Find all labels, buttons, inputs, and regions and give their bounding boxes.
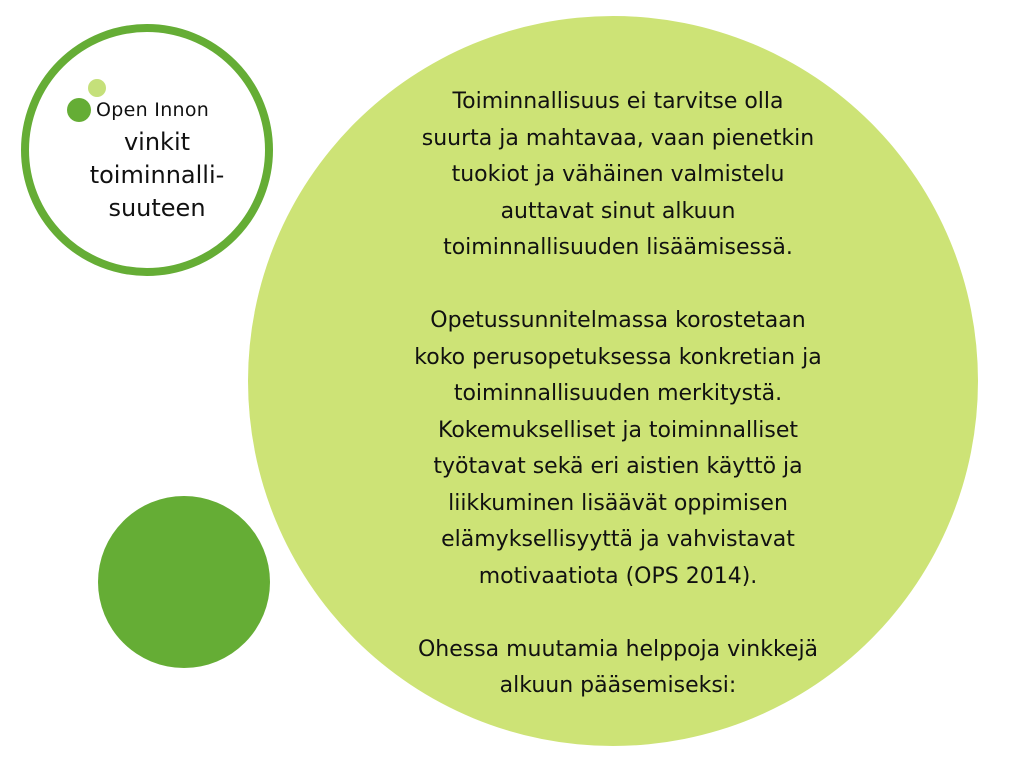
logo-text: Open Innon — [96, 99, 210, 121]
page-title — [60, 126, 254, 225]
main-text — [358, 84, 878, 705]
text-line: Kokemukselliset ja toiminnalliset — [437, 417, 798, 443]
logo-dot-large-icon — [67, 98, 91, 122]
decorative-green-circle — [98, 496, 270, 668]
text-line: Opetussunnitelmassa korostetaan — [430, 308, 806, 333]
title-line: toiminnalli- — [89, 161, 225, 189]
text-line: elämyksellisyyttä ja vahvistavat — [441, 527, 795, 552]
text-line: Ohessa muutamia helppoja vinkkejä — [417, 636, 819, 662]
text-line: auttavat sinut alkuun — [500, 198, 736, 224]
text-line: liikkuminen lisäävät oppimisen — [448, 490, 788, 516]
tips-intro-paragraph — [358, 632, 878, 705]
intro-paragraph — [358, 84, 878, 267]
text-line: motivaatiota (OPS 2014). — [478, 563, 758, 589]
title-line: vinkit — [123, 128, 191, 156]
text-line: toiminnallisuuden lisäämisessä. — [443, 235, 793, 260]
logo-dot-small-icon — [88, 79, 106, 97]
text-line: alkuun pääsemiseksi: — [499, 673, 737, 698]
text-line: työtavat sekä eri aistien käyttö ja — [433, 454, 803, 479]
curriculum-paragraph — [358, 303, 878, 595]
text-line: Toiminnallisuus ei tarvitse olla — [452, 89, 784, 114]
text-line: suurta ja mahtavaa, vaan pienetkin — [421, 125, 815, 151]
text-line: tuokiot ja vähäinen valmistelu — [451, 162, 785, 187]
text-line: koko perusopetuksessa konkretian ja — [414, 344, 822, 370]
title-line: suuteen — [108, 194, 206, 222]
text-line: toiminnallisuuden merkitystä. — [453, 381, 783, 406]
